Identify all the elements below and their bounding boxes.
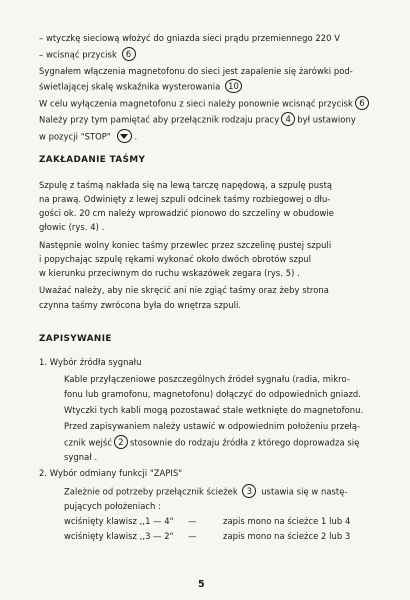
zakladanie-line-7: w kierunku przeciwnym do ruchu wskazówek zegara (rys. 5) .: [39, 268, 300, 278]
intro-line-5: [39, 97, 371, 111]
zapis-item1-line-3: Wtyczki tych kabli mogą pozostawać stale wetknięte do magnetofonu.: [64, 405, 364, 415]
zapis-item1-line-6: sygnał .: [64, 452, 98, 462]
key-row-1-dash: —: [188, 516, 197, 526]
key-row-2: [64, 531, 174, 542]
zakladanie-line-3: gości ok. 20 cm należy wprowadzić pionowo do szczeliny w obudowie: [39, 208, 334, 218]
zapis-item2-line-1b: ustawia się w nastę-: [261, 486, 348, 497]
key-row-2-desc: zapis mono na ścieżce 2 lub 3: [223, 531, 351, 541]
callout-6b: 6: [355, 96, 369, 110]
zakladanie-line-5: Następnie wolny koniec taśmy przewlec przez szczelinę pustej szpuli: [39, 240, 332, 250]
heading-zapisywanie: ZAPISYWANIE: [39, 334, 112, 344]
zakladanie-line-2: na prawą. Odwinięty z lewej szpuli odcinek taśmy rozbiegowej o dłu-: [39, 194, 331, 204]
page-number: 5: [198, 579, 205, 590]
callout-10: 10: [225, 79, 242, 93]
zapis-item1-line-5a: cznik wejść: [64, 437, 112, 448]
callout-4: 4: [281, 112, 295, 126]
zakladanie-line-1: Szpulę z taśmą nakłada się na lewą tarczę napędową, a szpulę pustą: [39, 180, 333, 190]
zapis-item2-line-1: [64, 485, 348, 499]
zapis-item-1: 1. Wybór źródła sygnału: [39, 357, 142, 367]
key-row-1-key: wciśnięty klawisz ,,1 — 4": [64, 516, 174, 526]
intro-line-4-text: świetlającej skalę wskaźnika wysterowania: [39, 81, 221, 92]
heading-zakladanie: ZAKŁADANIE TAŚMY: [39, 155, 146, 165]
key-row-2-dash: —: [188, 531, 197, 541]
zapis-item1-line-5b: stosownie do rodzaju źródła z którego doprowadza się: [130, 437, 360, 448]
intro-line-7: w pozycji "STOP" .: [39, 130, 137, 144]
zakladanie-line-4: głowic (rys. 4) .: [39, 222, 105, 232]
intro-line-7-text: w pozycji "STOP": [39, 131, 111, 142]
intro-line-2-text: – wcisnąć przycisk: [39, 49, 117, 60]
callout-3: 3: [242, 484, 256, 498]
zapis-item1-line-1: Kable przyłączeniowe poszczególnych źródeł sygnału (radia, mikro-: [64, 374, 350, 384]
key-row-1-desc: zapis mono na ścieżce 1 lub 4: [223, 516, 351, 526]
zapis-item2-line-2: pujących położeniach :: [64, 501, 161, 511]
zakladanie-line-6: i popychając szpulę rękami wykonać około dwóch obrotów szpul: [39, 254, 312, 264]
zapis-item1-line-4: Przed zapisywaniem należy ustawić w odpowiednim położeniu przełą-: [64, 421, 361, 431]
stop-knob-icon: [117, 129, 132, 143]
zakladanie-line-9: czynna taśmy zwrócona była do wnętrza szpuli.: [39, 300, 242, 310]
intro-line-4: [39, 80, 244, 94]
key-row-2-key: wciśnięty klawisz ,,3 — 2": [64, 531, 174, 541]
callout-6: 6: [122, 47, 136, 61]
intro-line-6b: był ustawiony: [297, 114, 356, 125]
intro-line-6a: Należy przy tym pamiętać aby przełącznik rodzaju pracy: [39, 114, 280, 125]
intro-line-3: Sygnałem włączenia magnetofonu do sieci jest zapalenie się żarówki pod-: [39, 66, 353, 76]
intro-line-5-text: W celu wyłączenia magnetofonu z sieci należy ponownie wcisnąć przycisk: [39, 98, 353, 109]
intro-line-2: [39, 48, 138, 62]
zapis-item1-line-5: [64, 436, 359, 450]
zapis-item1-line-2: fonu lub gramofonu, magnetofonu) dołączyć do odpowiednich gniazd.: [64, 389, 361, 399]
intro-line-6: [39, 113, 356, 127]
zakladanie-line-8: Uważać należy, aby nie skręcić ani nie zgiąć taśmy oraz żeby strona: [39, 285, 329, 295]
zapis-item-2: 2. Wybór odmiany funkcji "ZAPIS": [39, 468, 183, 478]
callout-2: 2: [114, 435, 128, 449]
zapis-item2-line-1a: Zależnie od potrzeby przełącznik ścieżek: [64, 486, 238, 497]
intro-line-1: – wtyczkę sieciową włożyć do gniazda sieci prądu przemiennego 220 V: [39, 33, 340, 43]
key-row-1: [64, 516, 174, 527]
